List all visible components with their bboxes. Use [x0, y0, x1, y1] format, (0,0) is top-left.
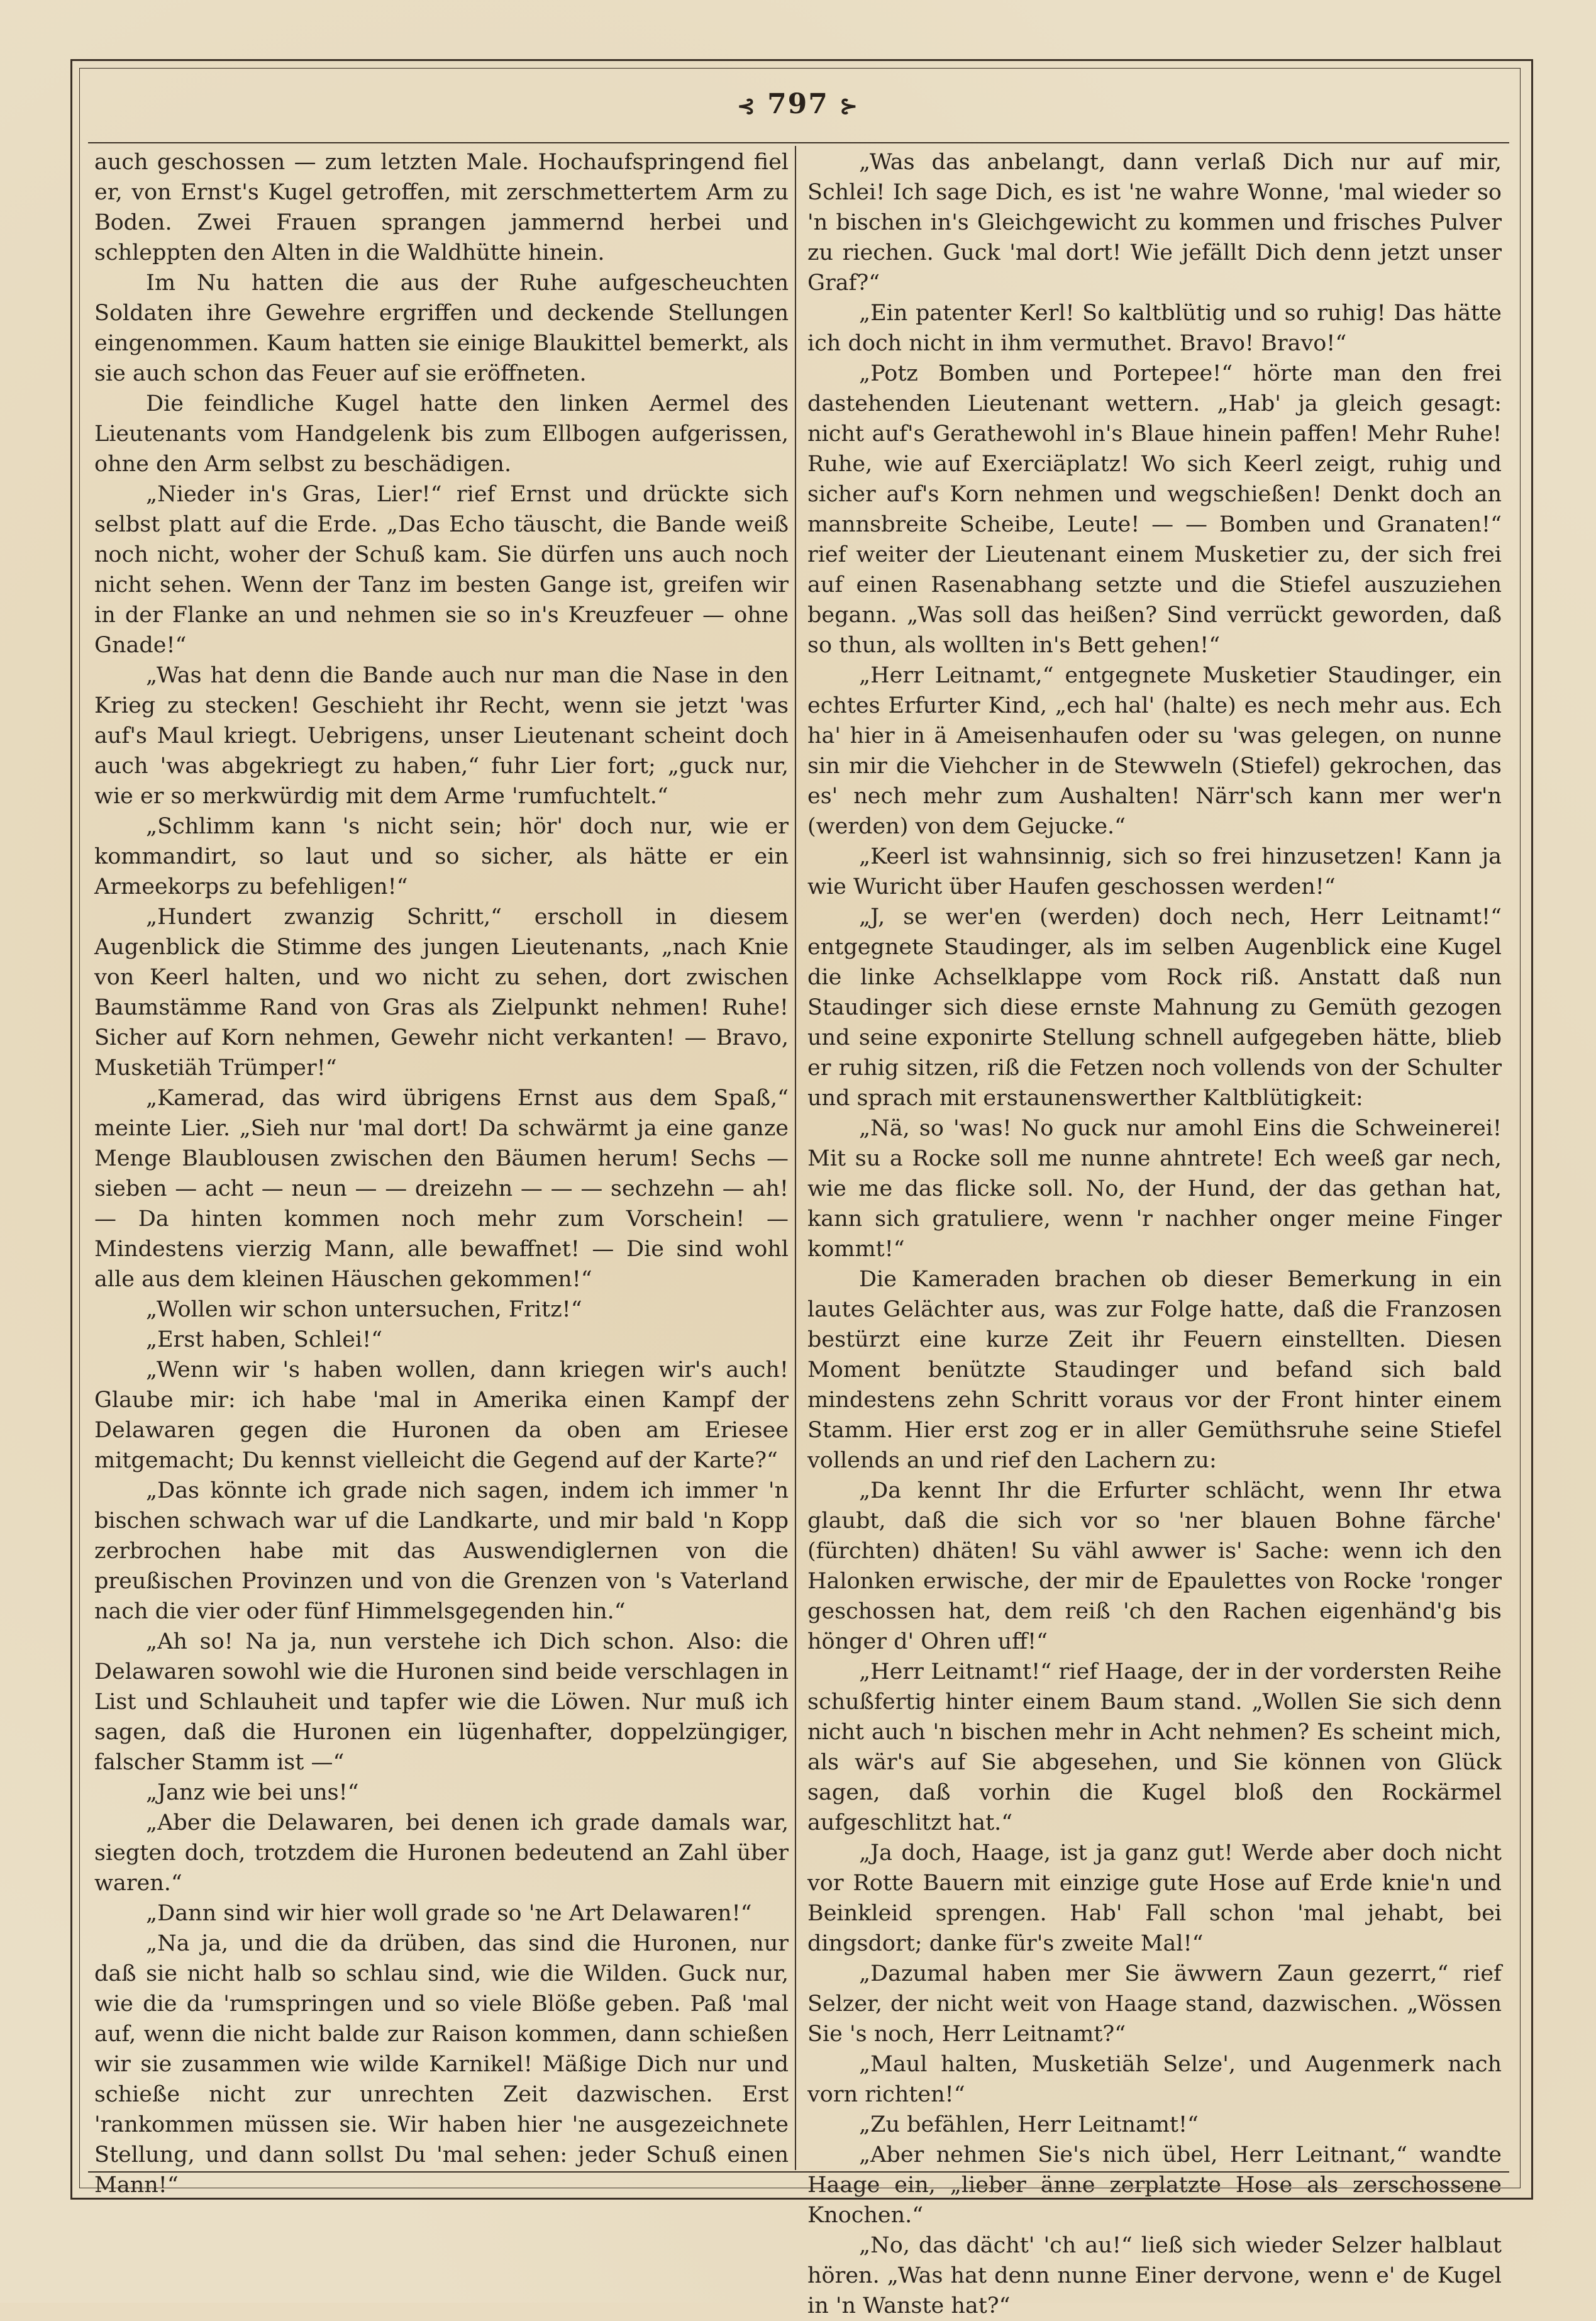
paragraph: auch geschossen — zum letzten Male. Hochaufspringend fiel er, von Ernst's Kugel getroffen, mit zerschmettertem Arm zu Boden. Zwei Frauen sprangen jammernd herbei und schleppten den Alten in die Waldhütte hinein.: [94, 150, 789, 265]
paragraph: „Was hat denn die Bande auch nur man die Nase in den Krieg zu stecken! Geschieht ihr Recht, wenn sie jetzt 'was auf's Maul kriegt. Uebrigens, unser Lieutenant scheint doch auch 'was abgekriegt zu haben,“ fuhr Lier fort; „guck nur, wie er so merkwürdig mit dem Arme 'rumfuchtelt.“: [94, 663, 789, 809]
paragraph: „J, se wer'en (werden) doch nech, Herr Leitnamt!“ entgegnete Staudinger, als im selben Augenblick eine Kugel die linke Achselklappe vom Rock riß. Anstatt daß nun Staudinger sich diese ernste Mahnung zu Gemüth gezogen und seine exponirte Stellung schnell aufgegeben hätte, blieb er ruhig sitzen, riß die Fetzen noch vollends von der Schulter und sprach mit erstaunenswerther Kaltblütigkeit:: [807, 904, 1502, 1111]
page-number: 797: [767, 88, 829, 120]
right-ornament-icon: ⊱: [840, 94, 859, 119]
paragraph: „Das könnte ich grade nich sagen, indem ich immer 'n bischen schwach war uf die Landkarte, und mir bald 'n Kopp zerbrochen habe mit das Auswendiglernen von die preußischen Provinzen und von die Grenzen von 's Vaterland nach die vier oder fünf Himmelsgegenden hin.“: [94, 1478, 789, 1624]
page-header: [0, 88, 1596, 120]
paragraph: „Nieder in's Gras, Lier!“ rief Ernst und drückte sich selbst platt auf die Erde. „Das Echo täuscht, die Bande weiß noch nicht, woher der Schuß kam. Sie dürfen uns auch noch nicht sehen. Wenn der Tanz im besten Gange ist, greifen wir in der Flanke an und nehmen sie so in's Kreuzfeuer — ohne Gnade!“: [94, 482, 789, 658]
paragraph: Die feindliche Kugel hatte den linken Aermel des Lieutenants vom Handgelenk bis zum Ellbogen aufgerissen, ohne den Arm selbst zu beschädigen.: [94, 391, 789, 477]
paragraph: „Aber die Delawaren, bei denen ich grade damals war, siegten doch, trotzdem die Huronen bedeutend an Zahl über waren.“: [94, 1810, 789, 1896]
paragraph: „Erst haben, Schlei!“: [146, 1327, 383, 1352]
paragraph: „Herr Leitnamt!“ rief Haage, der in der vordersten Reihe schußfertig hinter einem Baum stand. „Wollen Sie sich denn nicht auch 'n bischen mehr in Acht nehmen? Es scheint mich, als wär's auf Sie abgesehen, und Sie können von Glück sagen, daß vorhin die Kugel bloß den Rockärmel aufgeschlitzt hat.“: [807, 1659, 1502, 1835]
header-rule: [88, 142, 1509, 143]
paragraph: Im Nu hatten die aus der Ruhe aufgescheuchten Soldaten ihre Gewehre ergriffen und deckende Stellungen eingenommen. Kaum hatten sie einige Blaukittel bemerkt, als sie auch schon das Feuer auf sie eröffneten.: [94, 270, 789, 386]
paragraph: „Schlimm kann 's nicht sein; hör' doch nur, wie er kommandirt, so laut und so sicher, als hätte er ein Armeekorps zu befehligen!“: [94, 814, 789, 899]
paragraph: „Janz wie bei uns!“: [146, 1780, 359, 1805]
paragraph: „Keerl ist wahnsinnig, sich so frei hinzusetzen! Kann ja wie Wuricht über Haufen geschossen werden!“: [807, 844, 1502, 899]
column-divider: [795, 146, 796, 2170]
paragraph: „Wollen wir schon untersuchen, Fritz!“: [146, 1297, 582, 1322]
paragraph: „No, das dächt' 'ch au!“ ließ sich wieder Selzer halblaut hören. „Was hat denn nunne Einer dervone, wenn e' de Kugel in 'n Wanste hat?“: [807, 2233, 1502, 2318]
paragraph: Die Kameraden brachen ob dieser Bemerkung in ein lautes Gelächter aus, was zur Folge hatte, daß die Franzosen bestürzt eine kurze Zeit ihr Feuern einstellten. Diesen Moment benützte Staudinger und befand sich bald mindestens zehn Schritt voraus vor der Front hinter einem Stamm. Hier erst zog er in aller Gemüthsruhe seine Stiefel vollends an und rief den Lachern zu:: [807, 1267, 1502, 1473]
paragraph: „Was das anbelangt, dann verlaß Dich nur auf mir, Schlei! Ich sage Dich, es ist 'ne wahre Wonne, 'mal wieder so 'n bischen in's Gleichgewicht zu kommen und frisches Pulver zu riechen. Guck 'mal dort! Wie jefällt Dich denn jetzt unser Graf?“: [807, 150, 1502, 296]
paragraph: „Ja doch, Haage, ist ja ganz gut! Werde aber doch nicht vor Rotte Bauern mit einzige gute Hose auf Erde knie'n und Beinkleid sprengen. Hab' Fall schon 'mal jehabt, bei dingsdort; danke für's zweite Mal!“: [807, 1840, 1502, 1956]
paragraph: „Dann sind wir hier woll grade so 'ne Art Delawaren!“: [146, 1901, 752, 1926]
left-column: [94, 147, 789, 2198]
paragraph: „Wenn wir 's haben wollen, dann kriegen wir's auch! Glaube mir: ich habe 'mal in Amerika einen Kampf der Delawaren gegen die Huronen da oben am Eriesee mitgemacht; Du kennst vielleicht die Gegend auf der Karte?“: [94, 1357, 789, 1473]
paragraph: „Aber nehmen Sie's nich übel, Herr Leitnant,“ wandte Haage ein, „lieber änne zerplatzte Hose als zerschossene Knochen.“: [807, 2142, 1502, 2228]
left-ornament-icon: ⊰: [737, 94, 756, 119]
paragraph: „Kamerad, das wird übrigens Ernst aus dem Spaß,“ meinte Lier. „Sieh nur 'mal dort! Da schwärmt ja eine ganze Menge Blaublousen zwischen den Bäumen herum! Sechs — sieben — acht — neun — — dreizehn — — — sechzehn — ah! — Da hinten kommen noch mehr zum Vorschein! — Mindestens vierzig Mann, alle bewaffnet! — Die sind wohl alle aus dem kleinen Häuschen gekommen!“: [94, 1086, 789, 1292]
paragraph: „Potz Bomben und Portepee!“ hörte man den frei dastehenden Lieutenant wettern. „Hab' ja gleich gesagt: nicht auf's Gerathewohl in's Blaue hinein paffen! Mehr Ruhe! Ruhe, wie auf Exerciäplatz! Wo sich Keerl zeigt, ruhig und sicher auf's Korn nehmen und wegschießen! Denkt doch an mannsbreite Scheibe, Leute! — — Bomben und Granaten!“ rief weiter der Lieutenant einem Musketier zu, der sich frei auf einen Rasenabhang setzte und die Stiefel auszuziehen begann. „Was soll das heißen? Sind verrückt geworden, daß so thun, als wollten in's Bett gehen!“: [807, 361, 1502, 658]
paragraph: „Na ja, und die da drüben, das sind die Huronen, nur daß sie nicht halb so schlau sind, wie die Wilden. Guck nur, wie die da 'rumspringen und so viele Blöße geben. Paß 'mal auf, wenn die nicht balde zur Raison kommen, dann schießen wir sie zusammen wie wilde Karnikel! Mäßige Dich nur und schieße nicht zur unrechten Zeit dazwischen. Erst 'rankommen müssen sie. Wir haben hier 'ne ausgezeichnete Stellung, und dann sollst Du 'mal sehen: jeder Schuß einen Mann!“: [94, 1931, 789, 2198]
paragraph: „Zu befählen, Herr Leitnamt!“: [859, 2112, 1199, 2137]
paragraph: „Nä, so 'was! No guck nur amohl Eins die Schweinerei! Mit su a Rocke soll me nunne ahntrete! Ech weeß gar nech, wie me das flicke soll. No, der Hund, der das gethan hat, kann sich gratuliere, wenn 'r nachher onger meine Finger kommt!“: [807, 1116, 1502, 1262]
paragraph: „Ein patenter Kerl! So kaltblütig und so ruhig! Das hätte ich doch nicht in ihm vermuthet. Bravo! Bravo!“: [807, 301, 1502, 356]
paragraph: „Herr Leitnamt,“ entgegnete Musketier Staudinger, ein echtes Erfurter Kind, „ech hal' (halte) es nech mehr aus. Ech ha' hier in ä Ameisenhaufen oder su 'was gelegen, on nunne sin mir die Viehcher in de Stewweln (Stiefel) gekrochen, das es' nech mehr zum Aushalten! Närr'sch kann mer wer'n (werden) von dem Gejucke.“: [807, 663, 1502, 839]
paragraph: „Da kennt Ihr die Erfurter schlächt, wenn Ihr etwa glaubt, daß die sich vor so 'ner blauen Bohne färche' (fürchten) dhäten! Su vähl awwer is' Sache: wenn ich den Halonken erwische, der mir de Epaulettes von Rocke 'ronger geschossen hat, dem reiß 'ch den Rachen eigenhänd'g bis hönger d' Ohren uff!“: [807, 1478, 1502, 1654]
paragraph: „Hundert zwanzig Schritt,“ erscholl in diesem Augenblick die Stimme des jungen Lieutenants, „nach Knie von Keerl halten, und wo nicht zu sehen, dort zwischen Baumstämme Rand von Gras als Zielpunkt nehmen! Ruhe! Sicher auf Korn nehmen, Gewehr nicht verkanten! — Bravo, Musketiäh Trümper!“: [94, 904, 789, 1081]
right-column: [807, 147, 1502, 2318]
paragraph: „Dazumal haben mer Sie äwwern Zaun gezerrt,“ rief Selzer, der nicht weit von Haage stand, dazwischen. „Wössen Sie 's noch, Herr Leitnamt?“: [807, 1961, 1502, 2047]
paragraph: „Maul halten, Musketiäh Selze', und Augenmerk nach vorn richten!“: [807, 2052, 1502, 2107]
paragraph: „Ah so! Na ja, nun verstehe ich Dich schon. Also: die Delawaren sowohl wie die Huronen sind beide verschlagen in List und Schlauheit und tapfer wie die Löwen. Nur muß ich sagen, daß die Huronen ein lügenhafter, doppelzüngiger, falscher Stamm ist —“: [94, 1629, 789, 1775]
